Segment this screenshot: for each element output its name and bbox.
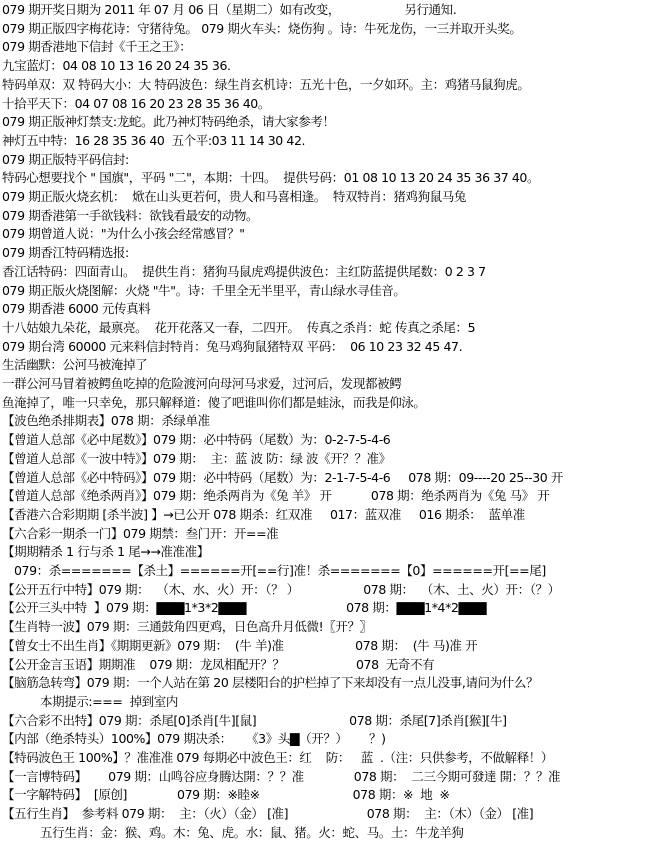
text-line: 079 期正版神灯禁支:龙蛇。此乃神灯特码绝杀，请大家参考！ [2,114,335,130]
text-line: 【公开五行中特】079 期： （木、水、火）开：（？ ） 078 期： （木、土、火）开：（？） [2,581,560,597]
text-line: 【香港六合彩期期 [杀半波] 】→已公开 078 期杀：红双准 017：蓝双准 016 期杀： 蓝单准 [2,506,525,522]
text-line: 079 期香港第一手欲钱料：欲钱看最安的动物。 [2,207,259,223]
text-line: 【六合彩不出特】079 期：杀尾[0]杀肖[牛][鼠] 078 期：杀尾[7]杀肖[猴][牛] [2,712,507,728]
text-line: 【特码波色王 100%】？准准准 079 每期必中波色王：红 防： 蓝 .（注：只供参考，不做解释！） [2,750,553,765]
text-line: 079 期曾道人说："为什么小孩会经常感冒？" [2,226,245,242]
text-line: 【期期精杀 1 行与杀 1 尾→→准准准】 [2,544,209,560]
text-line: 【公开三头中特 】079 期：▇▇▇1*3*2▇▇▇ 078 期：▇▇▇1*4*2▇▇▇ [2,600,487,616]
text-line: 十拾平天下：04 07 08 16 20 23 28 35 36 40。 [2,95,270,111]
text-line: 【曾道人总部《必中特码》】079 期：必中特码（尾数）为：2-1-7-5-4-6 078 期：09----20 25--30 开 [2,469,563,485]
text-line: 079 期开奖日期为 2011 年 07 月 06 日（星期二）如有改变， 另行通知. [2,2,457,17]
text-line: 【曾道人总部《一波中特》】079 期： 主：蓝 波 防：绿 波《开？？准》 [2,450,391,466]
text-line: 香江话特码：四面青山。 提供生肖：猪狗马鼠虎鸡提供波色：主红防蓝提供尾数：0 2 3 7 [2,263,486,279]
text-line: 生活幽默：公河马被淹掉了 [2,357,148,373]
text-line: 【六合彩一期杀一门】079 期禁：叁门开：开==准 [2,525,279,541]
text-line: 【波色绝杀排期表】078 期：杀绿单准 [2,413,210,429]
text-line: 一群公河马冒着被鳄鱼吃掉的危险渡河向母河马求爱，过河后，发现都被鳄 [2,376,402,391]
text-line: 【一言博特码】 079 期：山鸣谷应身腾达開：？？准 078 期： 二三今期可發達 開：？？准 [2,768,561,784]
text-line: 079：杀=======【杀土】======开[==行]准！杀=======【0】======开[==尾] [14,563,546,578]
text-line: 079 期香江特码精选报: [2,245,129,261]
text-line: 特码心想要找个 " 国旗"，平码 "二"，本期：十四。 提供号码：01 08 10 13 20 24 35 36 37 40。 [2,170,540,186]
text-line: 【内部（绝杀特头）100%】079 期决杀： 《3》头▇（开？） ？) [2,731,386,747]
text-line: 079 期正版火烧玄机： 焮在山头更若何，贵人和马喜相逢。 特双特肖：猪鸡狗鼠马兔 [2,189,467,204]
text-line: 特码单双：双 特码大小：大 特码波色：绿生肖玄机诗：五光十色，一夕如环。主：鸡猪马鼠狗虎。 [2,76,530,92]
text-line: 079 期正版四字梅花诗：守猪待兔。 079 期火车头：烧伤狗 。诗：牛死龙伤，一三并取开头奖。 [2,20,522,36]
text-line: 【五行生肖】 参考料 079 期： 主：（火）（金） [准] 078 期： 主：（木）（金） [准] [2,806,534,822]
text-line: 十八姑娘九朵花，最禀亮。 花开花落又一春，二四开。 传真之杀肖：蛇 传真之杀尾：5 [2,319,476,335]
text-line: 079 期香港 6000 元传真料 [2,301,151,317]
text-line: 五行生肖：金：猴、鸡。木：兔、虎。水：鼠、猪。火：蛇、马。土：牛龙羊狗 [40,824,464,840]
text-line: 079 期正版特平码信封: [2,151,129,167]
text-line: 079 期正版火烧图解：火烧 "牛"。诗：千里全无半里平，青山绿水寻佳音。 [2,282,406,298]
text-line: 【曾道人总部《绝杀两肖》】079 期：绝杀两肖为《兔 羊》 开 078 期：绝杀两肖为《兔 马》 开 [2,488,550,504]
text-line: 本期提示:=== 掉到室内 [40,693,178,709]
text-line: 【公开金言玉语】期期准 079 期：龙凤相配开？？ 078 无奇不有 [2,656,435,672]
text-line: 鱼淹掉了，唯一只幸免，那只解释道：傻了吧谁叫你们都是蛙泳，而我是仰泳。 [2,394,426,410]
text-line: 【曾道人总部《必中尾数》】079 期：必中特码（尾数）为：0-2-7-5-4-6 [2,432,391,448]
text-line: 【曾女士不出生肖】《期期更新》079 期： (牛 羊)准 078 期： (牛 马)准 开 [2,637,478,653]
text-line: 神灯五中特：16 28 35 36 40 五个平:03 11 14 30 42. [2,132,306,148]
text-line: 079 期台湾 60000 元来料信封特肖：兔马鸡狗鼠猪特双 平码： 06 10 23 32 45 47. [2,338,463,354]
text-line: 079 期香港地下信封《千王之王》： [2,39,192,55]
text-line: 【脑筋急转弯】079 期：一个人站在第 20 层楼阳台的护栏掉了下来却没有一点儿没事,请问为什么？ [2,675,539,691]
text-line: 【生肖特一波】079 期：三通鼓角四更鸡，日色高升月低微!〖开？〗 [2,619,372,635]
text-line: 【一字解特码】 [原创] 079 期：※睦※ 078 期：※ 地 ※ [2,787,450,803]
text-line: 九宝蓝灯：04 08 10 13 16 20 24 35 36. [2,58,231,74]
